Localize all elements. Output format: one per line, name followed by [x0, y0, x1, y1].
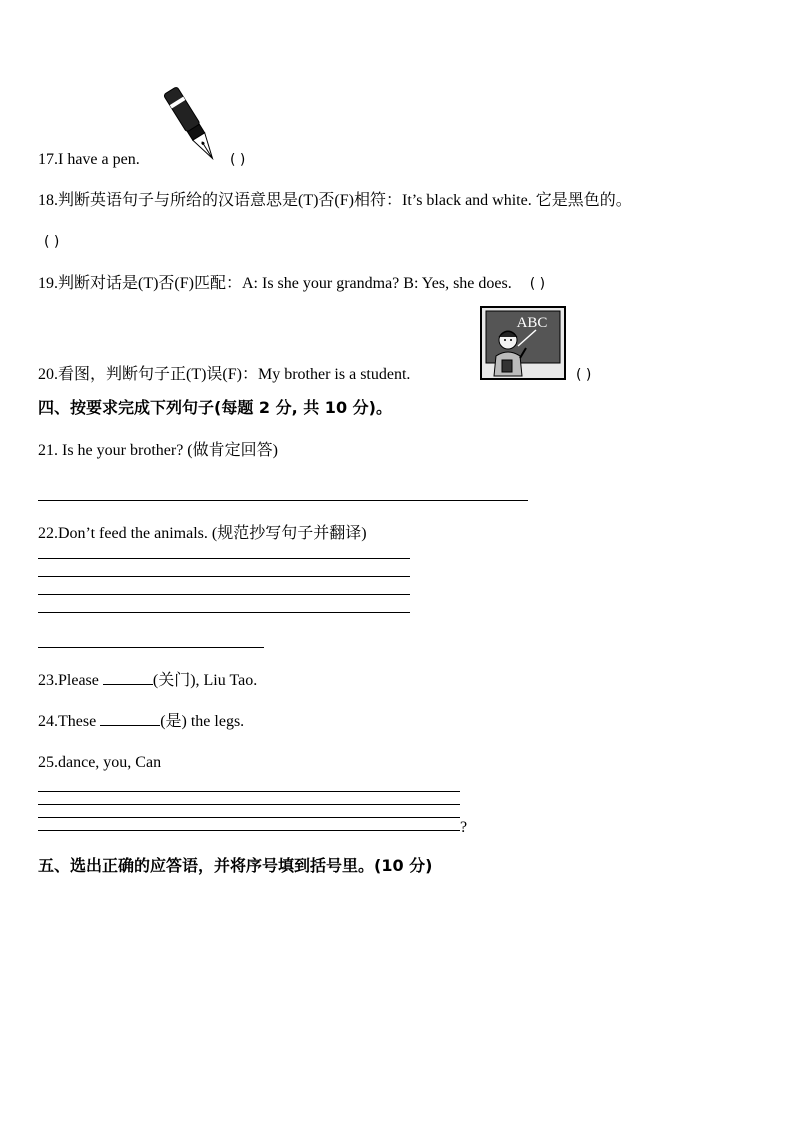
question-25: [38, 753, 161, 773]
copy-line[interactable]: [38, 612, 410, 613]
fill-blank[interactable]: [100, 711, 160, 726]
question-25-text: 25.dance, you, Can: [38, 754, 162, 771]
answer-parentheses[interactable]: ( ): [44, 234, 60, 250]
question-22-text: 22.Don’t feed the animals. (规范抄写句子并翻译): [38, 525, 367, 542]
question-19-text: 19.判断对话是(T)否(F)匹配：A: Is she your grandma? B: Yes, she does.: [38, 275, 512, 292]
question-22: [38, 524, 367, 544]
question-24-suffix: (是) the legs.: [160, 713, 245, 730]
question-23: [38, 670, 257, 691]
section-4-title: 四、按要求完成下列句子(每题 2 分, 共 10 分)。: [38, 398, 392, 417]
fountain-pen-icon: [160, 83, 222, 169]
copy-line[interactable]: [38, 830, 460, 831]
question-19: [38, 274, 545, 294]
copy-line[interactable]: [38, 558, 410, 559]
question-24-prefix: 24.These: [38, 713, 101, 730]
question-18-answer: [44, 232, 59, 252]
copy-line[interactable]: [38, 817, 460, 818]
question-24: [38, 711, 244, 732]
question-mark: ?: [460, 819, 468, 836]
board-text: ABC: [516, 315, 548, 331]
copy-line[interactable]: [38, 791, 460, 792]
section-5-title: 五、选出正确的应答语，并将序号填到括号里。(10 分): [38, 856, 433, 875]
copy-line[interactable]: [38, 804, 460, 805]
question-18: [38, 191, 632, 211]
answer-parentheses[interactable]: ( ): [230, 152, 246, 168]
question-21-text: 21. Is he your brother? (做肯定回答): [38, 442, 278, 459]
copy-line[interactable]: [38, 594, 410, 595]
question-18-text: 18.判断英语句子与所给的汉语意思是(T)否(F)相符：It’s black and white. 它是黑色的。: [38, 192, 632, 209]
question-20: [38, 365, 410, 385]
answer-parentheses[interactable]: ( ): [529, 276, 546, 292]
question-23-prefix: 23.Please: [38, 672, 103, 689]
answer-parentheses[interactable]: ( ): [576, 367, 592, 383]
question-20-answer: [576, 365, 591, 385]
copy-line[interactable]: [38, 576, 410, 577]
question-21: [38, 441, 278, 461]
answer-line[interactable]: [38, 500, 528, 501]
question-20-text: 20.看图，判断句子正(T)误(F)：My brother is a student.: [38, 366, 411, 383]
question-23-suffix: (关门), Liu Tao.: [152, 672, 258, 689]
translation-line[interactable]: [38, 647, 264, 648]
teacher-blackboard-icon: [480, 306, 566, 380]
question-17-text: 17.I have a pen.: [38, 151, 140, 168]
fill-blank[interactable]: [103, 670, 153, 685]
question-17: [38, 150, 246, 170]
